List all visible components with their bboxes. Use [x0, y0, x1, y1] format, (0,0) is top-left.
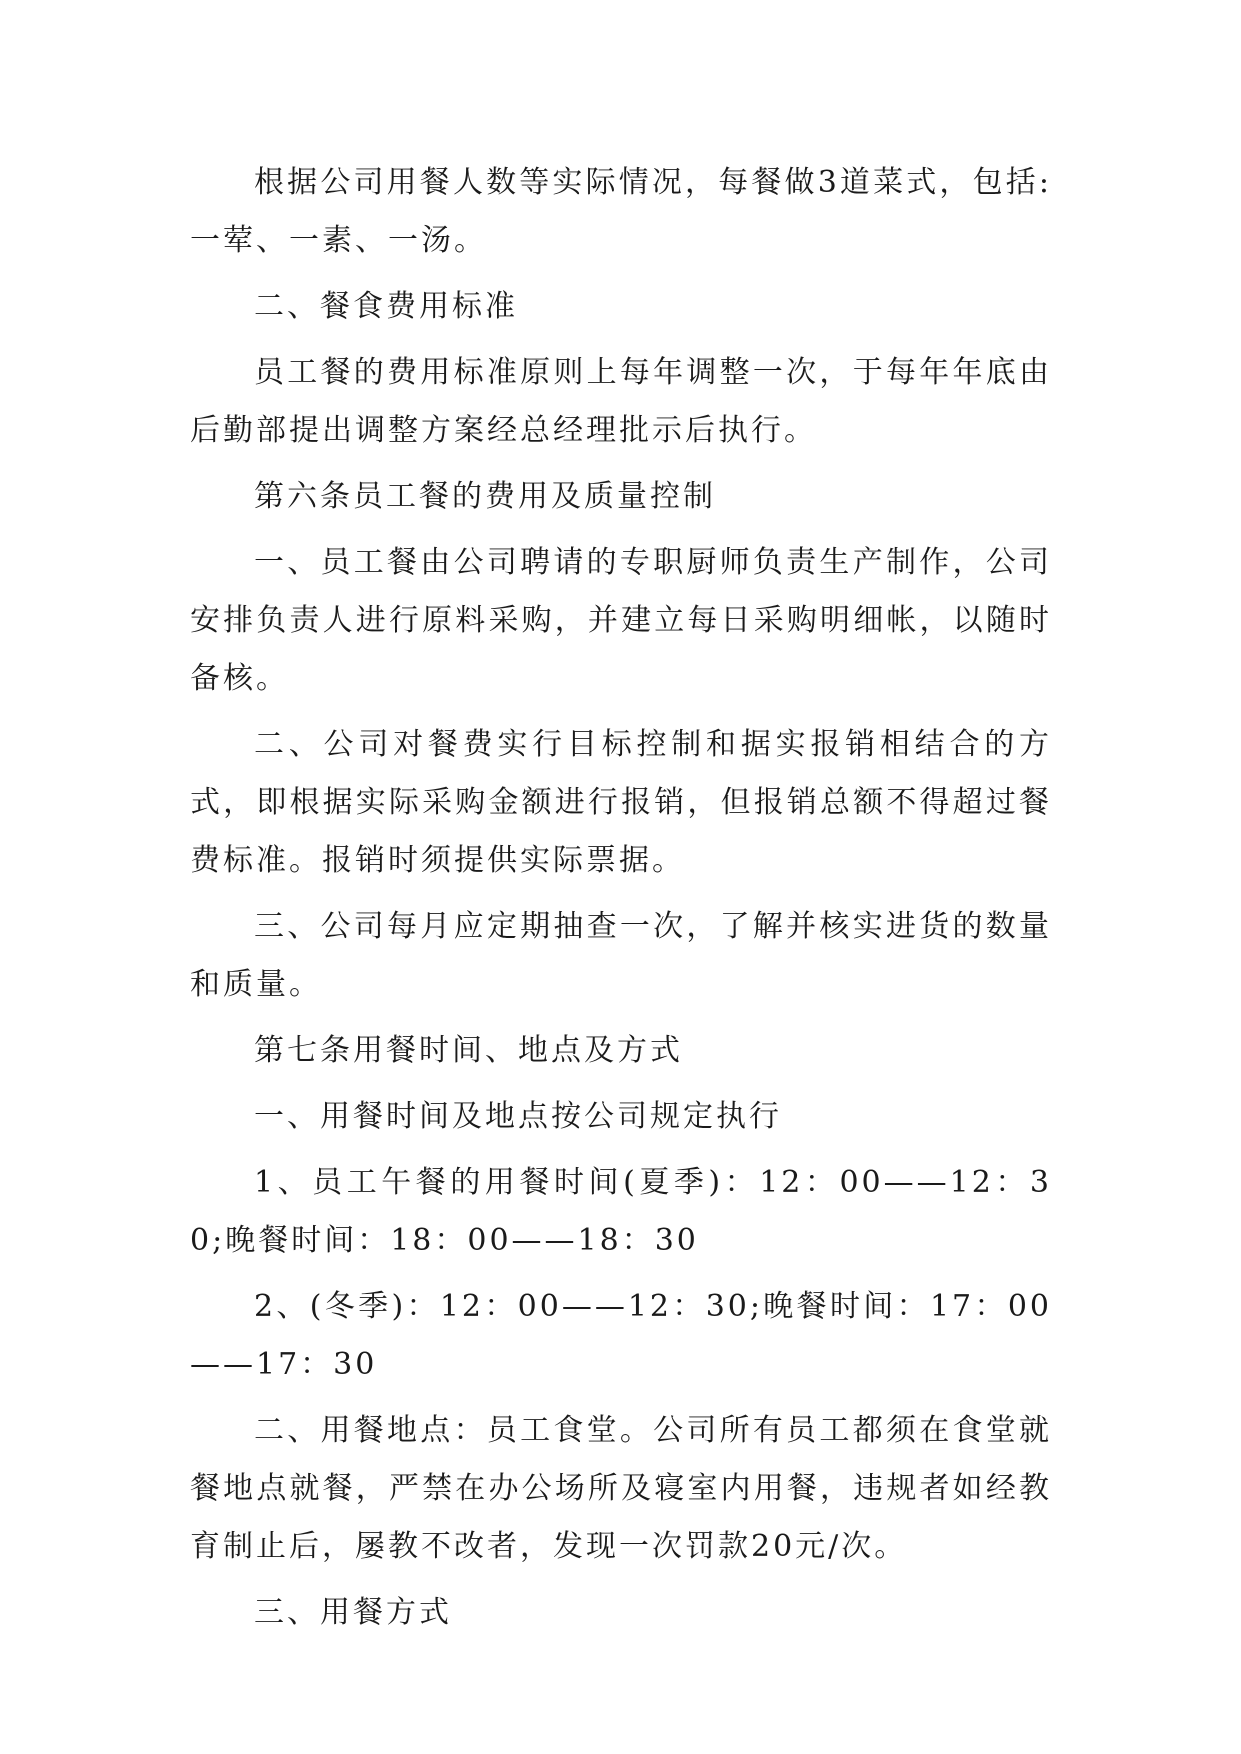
paragraph-monthly-inspection: 三、公司每月应定期抽查一次，了解并核实进货的数量和质量。: [190, 909, 1052, 1002]
paragraph-cost-control: 二、公司对餐费实行目标控制和据实报销相结合的方式，即根据实际采购金额进行报销，但报销总额不得超过餐费标准。报销时须提供实际票据。: [190, 727, 1052, 878]
paragraph-dining-location: 二、用餐地点：员工食堂。公司所有员工都须在食堂就餐地点就餐，严禁在办公场所及寝室内用餐，违规者如经教育制止后，屡教不改者，发现一次罚款20元/次。: [190, 1413, 1052, 1564]
paragraph-chef-procurement: 一、员工餐由公司聘请的专职厨师负责生产制作，公司安排负责人进行原料采购，并建立每日采购明细帐，以随时备核。: [190, 545, 1052, 696]
paragraph-cost-adjustment: 员工餐的费用标准原则上每年调整一次，于每年年底由后勤部提出调整方案经总经理批示后执行。: [190, 355, 1052, 448]
paragraph-summer-schedule: 1、员工午餐的用餐时间(夏季)：12：00——12：30;晚餐时间：18：00——18：30: [190, 1165, 1052, 1258]
heading-dining-method: 三、用餐方式: [254, 1595, 452, 1630]
paragraph-winter-schedule: 2、(冬季)：12：00——12：30;晚餐时间：17：00——17：30: [190, 1289, 1052, 1382]
heading-meal-cost-standard: 二、餐食费用标准: [254, 289, 518, 324]
heading-article-six: 第六条员工餐的费用及质量控制: [254, 479, 716, 514]
paragraph-meal-composition: 根据公司用餐人数等实际情况，每餐做3道菜式，包括:一荤、一素、一汤。: [190, 165, 1052, 258]
document-body: [190, 154, 1052, 1642]
heading-article-seven: 第七条用餐时间、地点及方式: [254, 1033, 683, 1068]
paragraph-time-location-rule: 一、用餐时间及地点按公司规定执行: [254, 1099, 782, 1134]
